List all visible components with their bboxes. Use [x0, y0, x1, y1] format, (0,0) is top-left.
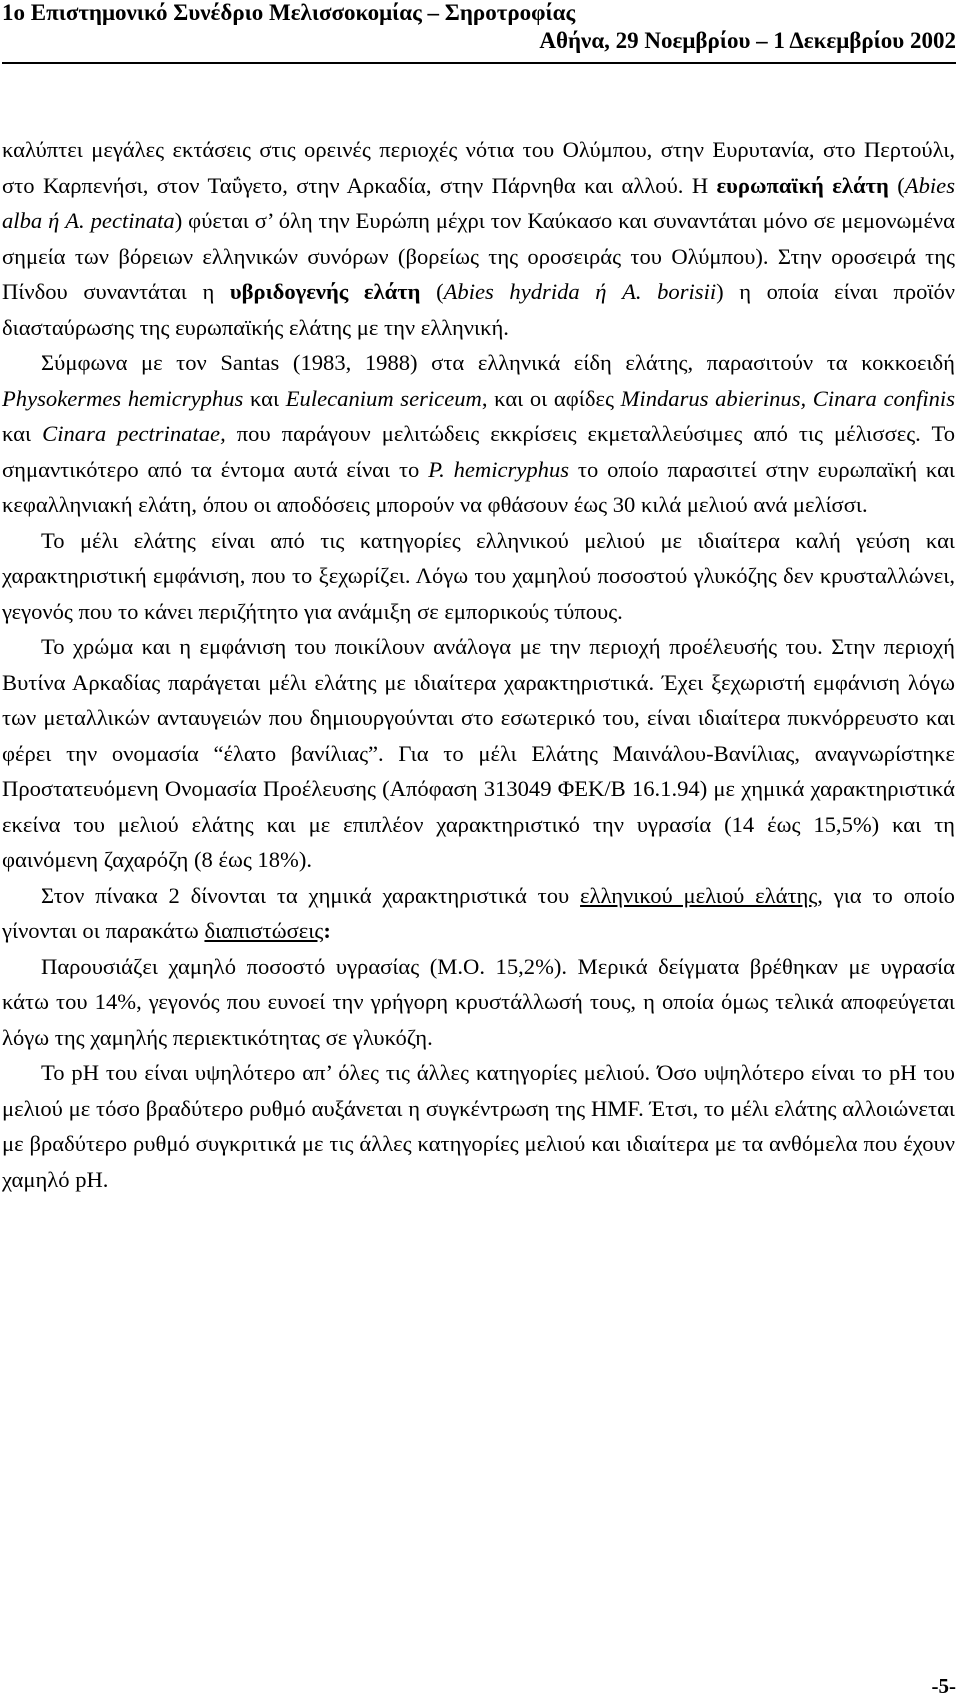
species-name: Abies hydrida ή A. borisii [443, 279, 717, 304]
species-name: Abies alba ή A. pectinata [2, 172, 955, 233]
paragraph-color-appearance: Το χρώμα και η εμφάνιση του ποικίλουν ανάλογα με την περιοχή προέλευσής του. Στην περιοχή Βυτίνα Αρκαδίας παράγεται μέλι ελάτης με ιδιαίτερα χαρακτηριστικά. Έχει ξεχωριστή εμφάνιση λόγω των μεταλλικών ανταυγειών που δημιουργούνται στο εσωτερικό του, είναι ιδιαίτερα πυκνόρρευστο και φέρει την ονομασία “έλατο βανίλιας”. Για το μέλι Ελάτης Μαινάλου-Βανίλιας, αναγνωρίστηκε Προστατευόμενη Ονομασία Προέλευσης (Απόφαση 313049 ΦΕΚ/Β 16.1.94) με χημικά χαρακτηριστικά εκείνα του μελιού ελάτης και με επιπλέον χαρακτηριστικό την υγρασία (14 έως 15,5%) και τη φαινόμενη ζαχαρόζη (8 έως 18%). [2, 634, 955, 872]
conference-date-place: Αθήνα, 29 Νοεμβρίου – 1 Δεκεμβρίου 2002 [539, 28, 956, 53]
species-name: Mindarus abierinus, Cinara confinis [620, 385, 955, 411]
species-name: Physokermes hemicryphus [2, 385, 244, 411]
species-name: Eulecanium sericeum [285, 385, 482, 411]
paragraph-fir-distribution: καλύπτει μεγάλες εκτάσεις στις ορεινές περιοχές νότια του Ολύμπου, στην Ευρυτανία, στο Περτούλι, στο Καρπενήσι, στον Ταΰγετο, στην Αρκαδία, στην Πάρνηθα και αλλού. Η ευρωπαϊκή ελάτη (Abies alba ή A. pectinata) φύεται σ’ όλη την Ευρώπη μέχρι τον Καύκασο και συναντάται μόνο σε μεμονωμένα σημεία των βόρειων ελληνικών συνόρων (βορείως της οροσειράς του Ολύμπου). Στην οροσειρά της Πίνδου συναντάται η υβριδογενής ελάτη (Abies hydrida ή A. borisii) η οποία είναι προϊόν διασταύρωσης της ευρωπαϊκής ελάτης με την ελληνική. [2, 137, 955, 340]
document-body [2, 132, 955, 1197]
header-rule [2, 62, 956, 64]
bold-term-hybrid-fir: υβριδογενής ελάτη [229, 279, 421, 304]
paragraph-honey-quality: Το μέλι ελάτης είναι από τις κατηγορίες ελληνικού μελιού με ιδιαίτερα καλή γεύση και χαρακτηριστική εμφάνιση, που το ξεχωρίζει. Λόγω του χαμηλού ποσοστού γλυκόζης δεν κρυσταλλώνει, γεγονός που το κάνει περιζήτητο για ανάμιξη σε εμπορικούς τύπους. [2, 527, 955, 624]
species-name: P. hemicryphus [428, 456, 570, 482]
paragraph-table-intro: Στον πίνακα 2 δίνονται τα χημικά χαρακτηριστικά του ελληνικού μελιού ελάτης, για το οποίο γίνονται οι παρακάτω διαπιστώσεις: [2, 882, 955, 943]
underlined-term: ελληνικού μελιού ελάτης, [580, 882, 823, 908]
bold-term-european-fir: ευρωπαϊκή ελάτη [716, 172, 889, 198]
paragraph-moisture: Παρουσιάζει χαμηλό ποσοστό υγρασίας (Μ.Ο. 15,2%). Μερικά δείγματα βρέθηκαν με υγρασία κάτω του 14%, γεγονός που ευνοεί την γρήγορη κρυστάλλωσή τους, η οποία όμως τελικά αποφεύγεται λόγω της χαμηλής περιεκτικότητας σε γλυκόζη. [2, 953, 955, 1050]
paragraph-ph: Το pH του είναι υψηλότερο απ’ όλες τις άλλες κατηγορίες μελιού. Όσο υψηλότερο είναι το pH του μελιού με τόσο βραδύτερο ρυθμό αυξάνεται η συγκέντρωση της HMF. Έτσι, το μέλι ελάτης αλλοιώνεται με βραδύτερο ρυθμό συγκριτικά με τις άλλες κατηγορίες μελιού και ιδιαίτερα με τα ανθόμελα που έχουν χαμηλό pH. [2, 1060, 955, 1192]
paragraph-insects: Σύμφωνα με τον Santas (1983, 1988) στα ελληνικά είδη ελάτης, παρασιτούν τα κοκκοειδή Physokermes hemicryphus και Eulecanium sericeum, και οι αφίδες Mindarus abierinus, Cinara confinis και Cinara pectrinatae, που παράγουν μελιτώδεις εκκρίσεις εκμεταλλεύσιμες από τις μέλισσες. Το σημαντικότερο από τα έντομα αυτά είναι το P. hemicryphus το οποίο παρασιτεί στην ευρωπαϊκή και κεφαλληνιακή ελάτη, όπου οι αποδόσεις μπορούν να φθάσουν έως 30 κιλά μελιού ανά μελίσσι. [2, 350, 955, 517]
conference-title: 1ο Επιστημονικό Συνέδριο Μελισσοκομίας – Σηροτροφίας [2, 0, 576, 25]
underlined-term: διαπιστώσεις [204, 918, 324, 943]
page-number: -5- [931, 1674, 956, 1698]
species-name: Cinara pectrinatae, [42, 421, 226, 446]
